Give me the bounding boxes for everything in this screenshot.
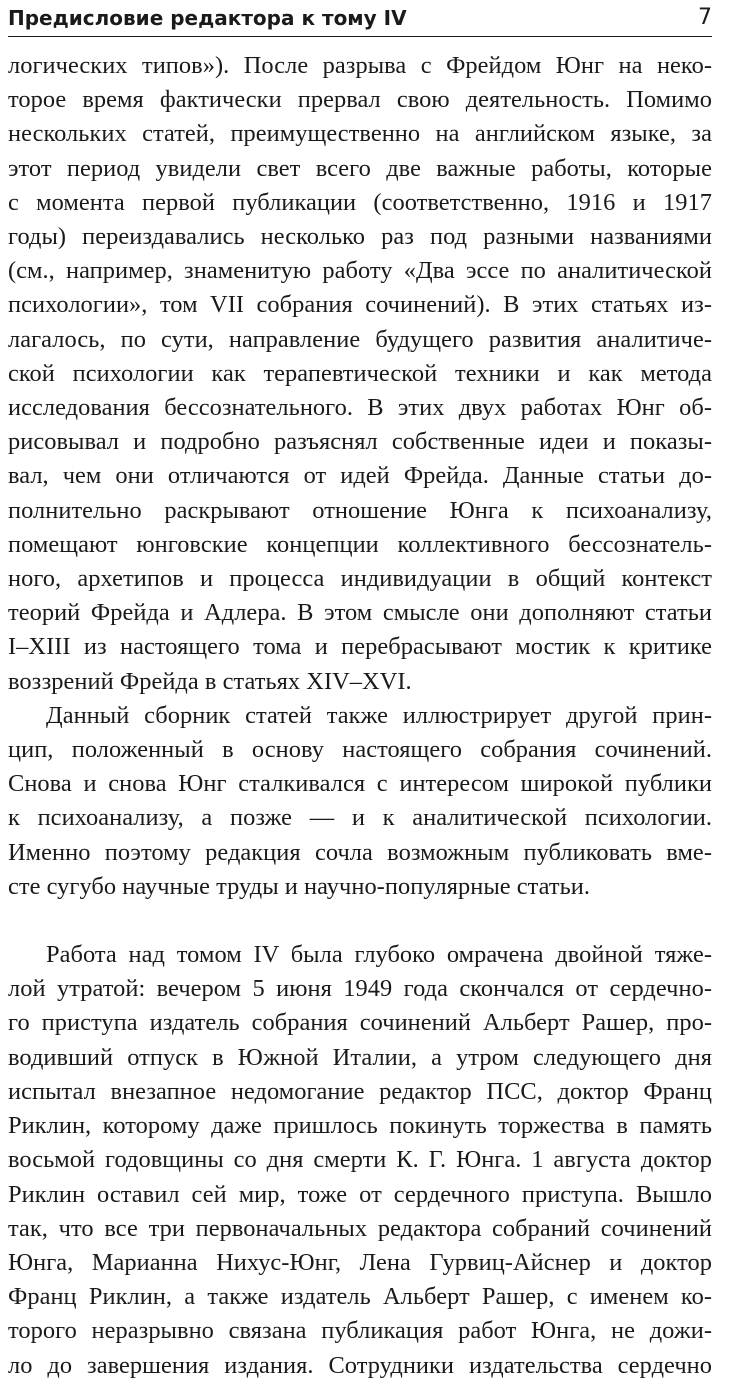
text-line: исследования бессознательного. В этих двух работах Юнг об- — [8, 394, 712, 422]
text-line: торое время фактически прервал свою деятельность. Помимо — [8, 86, 712, 114]
text-line: го приступа издатель собрания сочинений Альберт Рашер, про- — [8, 1009, 712, 1037]
header-title: Предисловие редактора к тому IV — [8, 6, 407, 30]
running-header — [8, 0, 712, 37]
text-line: Юнга, Марианна Нихус-Юнг, Лена Гурвиц-Айснер и доктор — [8, 1248, 712, 1276]
text-line: лой утратой: вечером 5 июня 1949 года скончался от сердечно- — [8, 975, 712, 1003]
text-line: полнительно раскрывают отношение Юнга к психоанализу, — [8, 496, 712, 524]
text-line: ло до завершения издания. Сотрудники издательства сердечно — [8, 1351, 712, 1379]
text-line: вал, чем они отличаются от идей Фрейда. Данные статьи до- — [8, 462, 712, 490]
text-line: Именно поэтому редакция сочла возможным публиковать вме- — [8, 838, 712, 866]
text-line: лагалось, по сути, направление будущего развития аналитиче- — [8, 325, 712, 353]
text-line: Работа над томом IV была глубоко омрачена двойной тяже- — [46, 941, 712, 969]
paragraph — [8, 938, 712, 1383]
text-line: к психоанализу, а позже — и к аналитической психологии. — [8, 804, 712, 832]
text-line: нескольких статей, преимущественно на английском языке, за — [8, 120, 712, 148]
page-number: 7 — [698, 5, 712, 30]
text-line: ного, архетипов и процесса индивидуации в общий контекст — [8, 565, 712, 593]
text-line: годы) переиздавались несколько раз под разными названиями — [8, 223, 712, 251]
text-line: восьмой годовщины со дня смерти К. Г. Юнга. 1 августа доктор — [8, 1146, 712, 1174]
text-line: (см., например, знаменитую работу «Два эссе по аналитической — [8, 257, 712, 285]
body-text — [8, 49, 712, 1383]
paragraph — [8, 699, 712, 904]
text-line: помещают юнговские концепции коллективного бессознатель- — [8, 530, 712, 558]
text-line: торого неразрывно связана публикация работ Юнга, не дожи- — [8, 1317, 712, 1345]
text-line: этот период увидели свет всего две важные работы, которые — [8, 154, 712, 182]
text-line: логических типов»). После разрыва с Фрейдом Юнг на неко- — [8, 52, 712, 79]
text-line: воззрений Фрейда в статьях XIV–XVI. — [8, 667, 412, 695]
paragraph-gap — [8, 904, 712, 938]
text-line: сте сугубо научные труды и научно-популярные статьи. — [8, 872, 591, 900]
text-line: Риклин оставил сей мир, тоже от сердечного приступа. Вышло — [8, 1180, 712, 1208]
text-line: испытал внезапное недомогание редактор ПСС, доктор Франц — [8, 1077, 712, 1105]
text-line: Снова и снова Юнг сталкивался с интересом широкой публики — [8, 770, 712, 798]
text-line: рисовывал и подробно разъяснял собственные идеи и показы- — [8, 428, 712, 456]
text-line: I–XIII из настоящего тома и перебрасывают мостик к критике — [8, 633, 712, 661]
text-line: теорий Фрейда и Адлера. В этом смысле они дополняют статьи — [8, 599, 712, 627]
text-line: цип, положенный в основу настоящего собрания сочинений. — [8, 736, 712, 764]
text-line: Франц Риклин, а также издатель Альберт Рашер, с именем ко- — [8, 1283, 712, 1311]
text-line: Данный сборник статей также иллюстрирует другой прин- — [46, 701, 712, 729]
text-line: Риклин, которому даже пришлось покинуть торжества в память — [8, 1112, 712, 1140]
paragraph — [8, 49, 712, 699]
text-line: водивший отпуск в Южной Италии, а утром следующего дня — [8, 1043, 712, 1071]
text-line: психологии», том VII собрания сочинений). В этих статьях из- — [8, 291, 712, 319]
text-line: так, что все три первоначальных редактора собраний сочинений — [8, 1214, 712, 1242]
text-line: с момента первой публикации (соответственно, 1916 и 1917 — [8, 188, 712, 216]
text-line: ской психологии как терапевтической техники и как метода — [8, 359, 712, 387]
